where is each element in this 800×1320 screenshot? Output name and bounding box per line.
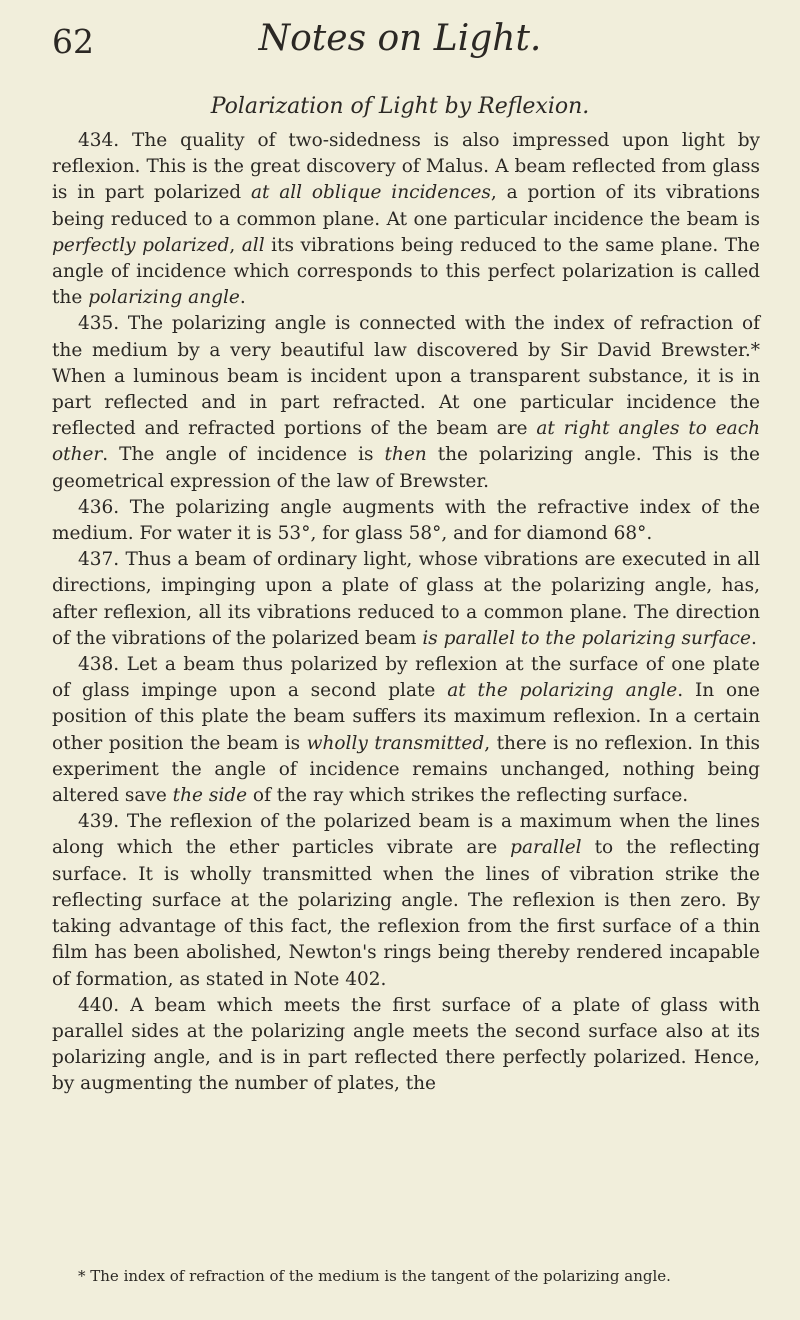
paragraph-437: 437. Thus a beam of ordinary light, whose vibrations are executed in all directions, impinging upon a plate of glass at the polarizing angle, has, after reflexion, all its vibrations reduced to a common plane. The direction of the vibrations of the polarized beam is parallel to the polarizing surface. — [52, 549, 760, 649]
paragraph-438: 438. Let a beam thus polarized by reflexion at the surface of one plate of glass impinge upon a second plate at the polarizing angle. In one position of this plate the beam suffers its maximum reflexion. In a certain other position the beam is wholly transmitted, there is no reflexion. In this experiment the angle of incidence remains unchanged, nothing being altered save the side of the ray which strikes the reflecting surface. — [52, 654, 760, 807]
running-title: Notes on Light. — [258, 18, 542, 59]
section-title: Polarization of Light by Reflexion. — [210, 94, 590, 119]
paragraph-436: 436. The polarizing angle augments with the refractive index of the medium. For water it is 53°, for glass 58°, and for diamond 68°. — [52, 496, 760, 545]
footnote: * The index of refraction of the medium is the tangent of the polarizing angle. — [78, 1267, 671, 1285]
page-header — [0, 18, 800, 78]
paragraph-440: 440. A beam which meets the first surface of a plate of glass with parallel sides at the polarizing angle meets the second surface also at its polarizing angle, and is in part reflected there perfectly polarized. Hence, by augmenting the number of plates, the — [52, 994, 760, 1095]
paragraph-435: 435. The polarizing angle is connected with the index of refraction of the medium by a very beautiful law discovered by Sir David Brewster.* When a luminous beam is incident upon a transparent substance, it is in part reflected and in part refracted. At one particular incidence the reflected and refracted portions of the beam are at right angles to each other. The angle of incidence is then the polarizing angle. This is the geometrical expression of the law of Brewster. — [52, 313, 760, 492]
body-text — [52, 128, 760, 1098]
page-number: 62 — [52, 22, 94, 61]
paragraph-434: 434. The quality of two-sidedness is also impressed upon light by reflexion. This is the great discovery of Malus. A beam reflected from glass is in part polarized at all oblique incidences, a portion of its vibrations being reduced to a common plane. At one particular incidence the beam is perfectly polarized, all its vibrations being reduced to the same plane. The angle of incidence which corresponds to this perfect polarization is called the polarizing angle. — [52, 130, 761, 309]
paragraph-439: 439. The reflexion of the polarized beam is a maximum when the lines along which the ether particles vibrate are parallel to the reflecting surface. It is wholly transmitted when the lines of vibration strike the reflecting surface at the polarizing angle. The reflexion is then zero. By taking advantage of this fact, the reflexion from the first surface of a thin film has been abolished, Newton's rings being thereby rendered incapable of formation, as stated in Note 402. — [52, 811, 760, 990]
